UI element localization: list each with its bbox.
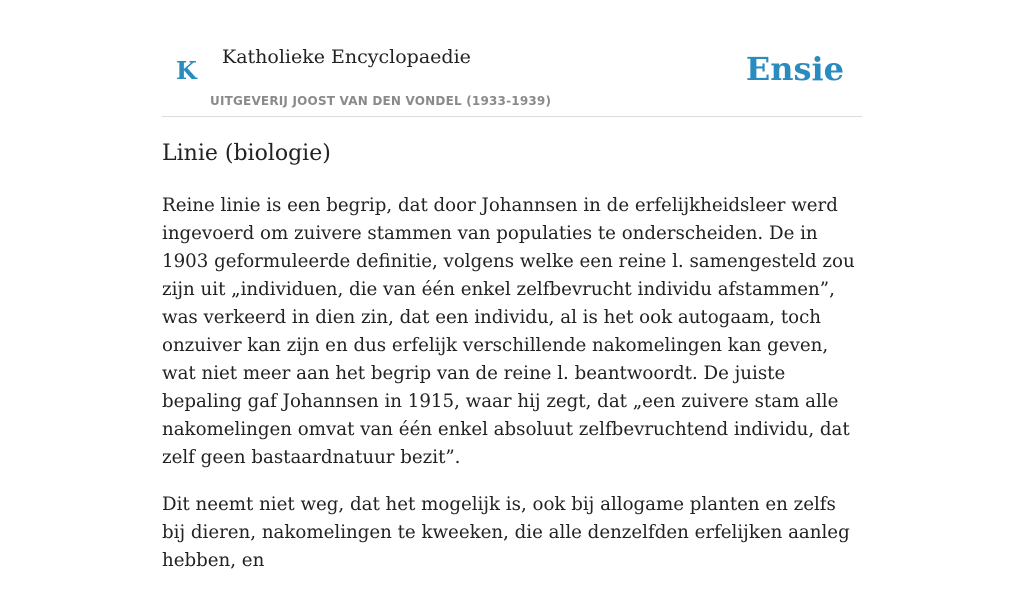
article <box>162 138 862 594</box>
site-title[interactable]: Katholieke Encyclopaedie <box>222 46 471 68</box>
publisher-label: UITGEVERIJ JOOST VAN DEN VONDEL (1933-1939) <box>210 94 552 108</box>
article-title: Linie (biologie) <box>162 141 331 166</box>
site-header <box>162 40 862 117</box>
article-paragraph: Dit neemt niet weg, dat het mogelijk is, ook bij allogame planten en zelfs bij dieren, nakomelingen te kweeken, die alle denzelfden erfelijken aanleg hebben, en <box>162 494 850 571</box>
article-paragraph: Reine linie is een begrip, dat door Johannsen in de erfelijkheidsleer werd ingevoerd om zuivere stammen van populaties te onderscheiden. De in 1903 geformuleerde definitie, volgens welke een reine l. samengesteld zou zijn uit „individuen, die van één enkel zelfbevrucht individu afstammen”, was verkeerd in dien zin, dat een individu, al is het ook autogaam, toch onzuiver kan zijn en dus erfelijk verschillende nakomelingen kan geven, wat niet meer aan het begrip van de reine l. beantwoordt. De juiste bepaling gaf Johannsen in 1915, waar hij zegt, dat „een zuivere stam alle nakomelingen omvat van één enkel absoluut zelfbevruchtend individu, dat zelf geen bastaardnatuur bezit”. <box>162 195 855 468</box>
ensie-logo[interactable]: Ensie <box>745 50 844 88</box>
logo-icon[interactable]: K <box>176 56 197 85</box>
